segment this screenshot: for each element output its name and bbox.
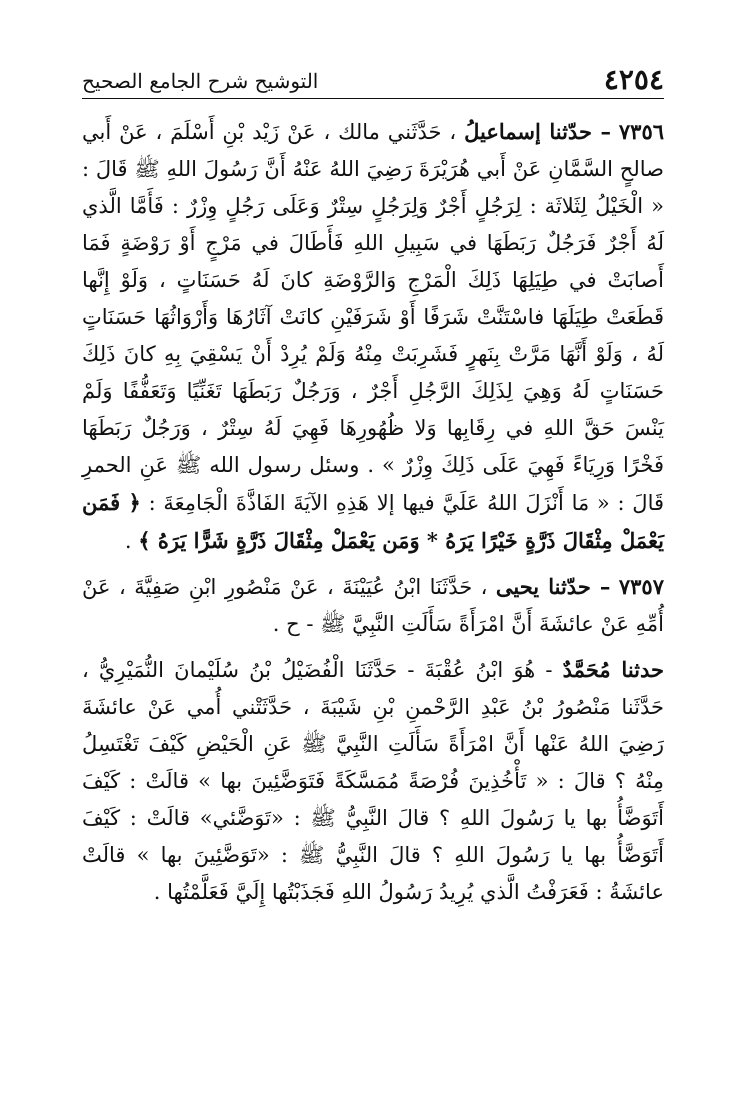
hadith-narrator: – حدّثنا إسماعيلُ (464, 119, 611, 144)
hadith-number: ٧٣٥٦ (618, 119, 665, 144)
running-title: التوشيح شرح الجامع الصحيح (82, 69, 319, 93)
page-body (82, 113, 664, 911)
narrator-text: حدّثنا إسماعيلُ (464, 119, 592, 144)
hadith-tail: . (124, 529, 139, 553)
page-number: ٤٢٥٤ (603, 63, 664, 96)
hadith-number: ٧٣٥٧ (618, 574, 664, 599)
page-header (82, 58, 664, 99)
hadith-narrator: – حدّثنا يحيى (495, 574, 611, 599)
hadith-narrator: حدثنا مُحَمَّدٌ (562, 657, 664, 682)
hadith-text: ، حَدَّثَني مالك ، عَنْ زَيْد بْنِ أَسْلَمَ ، عَنْ أَبي صالحٍ السَّمَّانِ عَنْ أَبي هُرَيْرَةَ رَضِيَ اللهُ عَنْهُ أَنَّ رَسُولَ اللهِ ﷺ قَالَ : « الْخَيْلُ لِثَلاثَة : لِرَجُلٍ أَجْرٌ وَلِرَجُلٍ سِتْرٌ وَعَلَى رَجُلٍ وِزْرٌ : فَأَمَّا الَّذي لَهُ أَجْرٌ فَرَجُلٌ رَبَطَهَا في سَبِيلِ اللهِ فَأَطَالَ في مَرْجٍ أَوْ رَوْضَةٍ فَمَا أَصابَتْ في طِيَلِهَا ذَلِكَ الْمَرْجِ وَالرَّوْضَةِ كانَ لَهُ حَسَنَاتٍ ، وَلَوْ إِنَّها قَطَعَتْ طِيَلَهَا فاسْتَنَّتْ شَرَفًا أَوْ شَرَفَيْنِ كانَتْ آثَارُهَا وَأَرْوَاثُهَا حَسَنَاتٍ لَهُ ، وَلَوْ أَنَّهَا مَرَّتْ بِنَهرٍ فَشَرِبَتْ مِنْهُ وَلَمْ يُرِدْ أَنْ يَسْقِيَ بِهِ كانَ ذَلِكَ حَسَنَاتٍ لَهُ وَهِيَ لِذَلِكَ الرَّجُلِ أَجْرٌ ، وَرَجُلٌ رَبَطَهَا تَغَنِّيًا وَتَعَفُّفًا وَلَمْ يَنْسَ حَقَّ اللهِ في رِقَابِها وَلا ظُهُورِهَا فَهِيَ لَهُ سِتْرٌ ، وَرَجُلٌ رَبَطَهَا فَخْرًا وَرِيَاءً فَهِيَ عَلَى ذَلِكَ وِزْرٌ » . وسئل رسول الله ﷺ عَنِ الحمرِ قَالَ : « مَا أَنْزَلَ اللهُ عَلَيَّ فيها إلا هَذِهِ الآيَةَ الفَاذَّةَ الْجَامِعَةَ : (82, 120, 665, 515)
narrator-text: حدّثنا يحيى (495, 574, 591, 599)
hadith-text: ، حَدَّثَنَا ابْنُ عُيَيْنَةَ ، عَنْ مَنْصُورِ ابْنِ صَفِيَّةَ ، عَنْ أُمِّهِ عَنْ عائشَةَ أَنَّ امْرَأَةً سَأَلَتِ النَّبِيَّ ﷺ - ح . (82, 575, 664, 636)
hadith-paragraph (82, 113, 664, 560)
book-page (82, 58, 664, 1058)
hadith-paragraph (82, 568, 664, 643)
quran-verse: ﴿ فَمَن يَعْمَلْ مِثْقَالَ ذَرَّةٍ خَيْرًا يَرَهُ * وَمَن يَعْمَلْ مِثْقَالَ ذَرَّةٍ شَرًّا يَرَهُ ﴾ (82, 490, 664, 553)
hadith-paragraph (82, 651, 664, 911)
hadith-text: - هُوَ ابْنُ عُقْبَةَ - حَدَّثَنَا الْفُضَيْلُ بْنُ سُلَيْمانَ النُّمَيْرِيُّ ، حَدَّثَنا مَنْصُورُ بْنُ عَبْدِ الرَّحْمنِ بْنِ شَيْبَةَ ، حَدَّثَتْني أُمي عَنْ عائشَةَ رَضِيَ اللهُ عَنْها أَنَّ امْرَأَةً سَأَلَتِ النَّبِيَّ ﷺ عَنِ الْحَيْضِ كَيْفَ تَغْتَسِلُ مِنْهُ ؟ قالَ : « تَأْخُذِينَ فُرْصَةً مُمَسَّكَةً فَتَوَضَّئِينَ بها » قالَتْ : كَيْفَ أَتَوَضَّأُ بها يا رَسُولَ اللهِ ؟ قالَ النَّبِيُّ ﷺ : «تَوَضَّئي» قالَتْ : كَيْفَ أَتَوَضَّأُ بها يا رَسُولَ اللهِ ؟ قالَ النَّبِيُّ ﷺ : «تَوَضَّئِينَ بها » قالَتْ عائشَةُ : فَعَرَفْتُ الَّذي يُرِيدُ رَسُولُ اللهِ فَجَذَبْتُها إِلَيَّ فَعَلَّمْتُها . (82, 658, 664, 904)
